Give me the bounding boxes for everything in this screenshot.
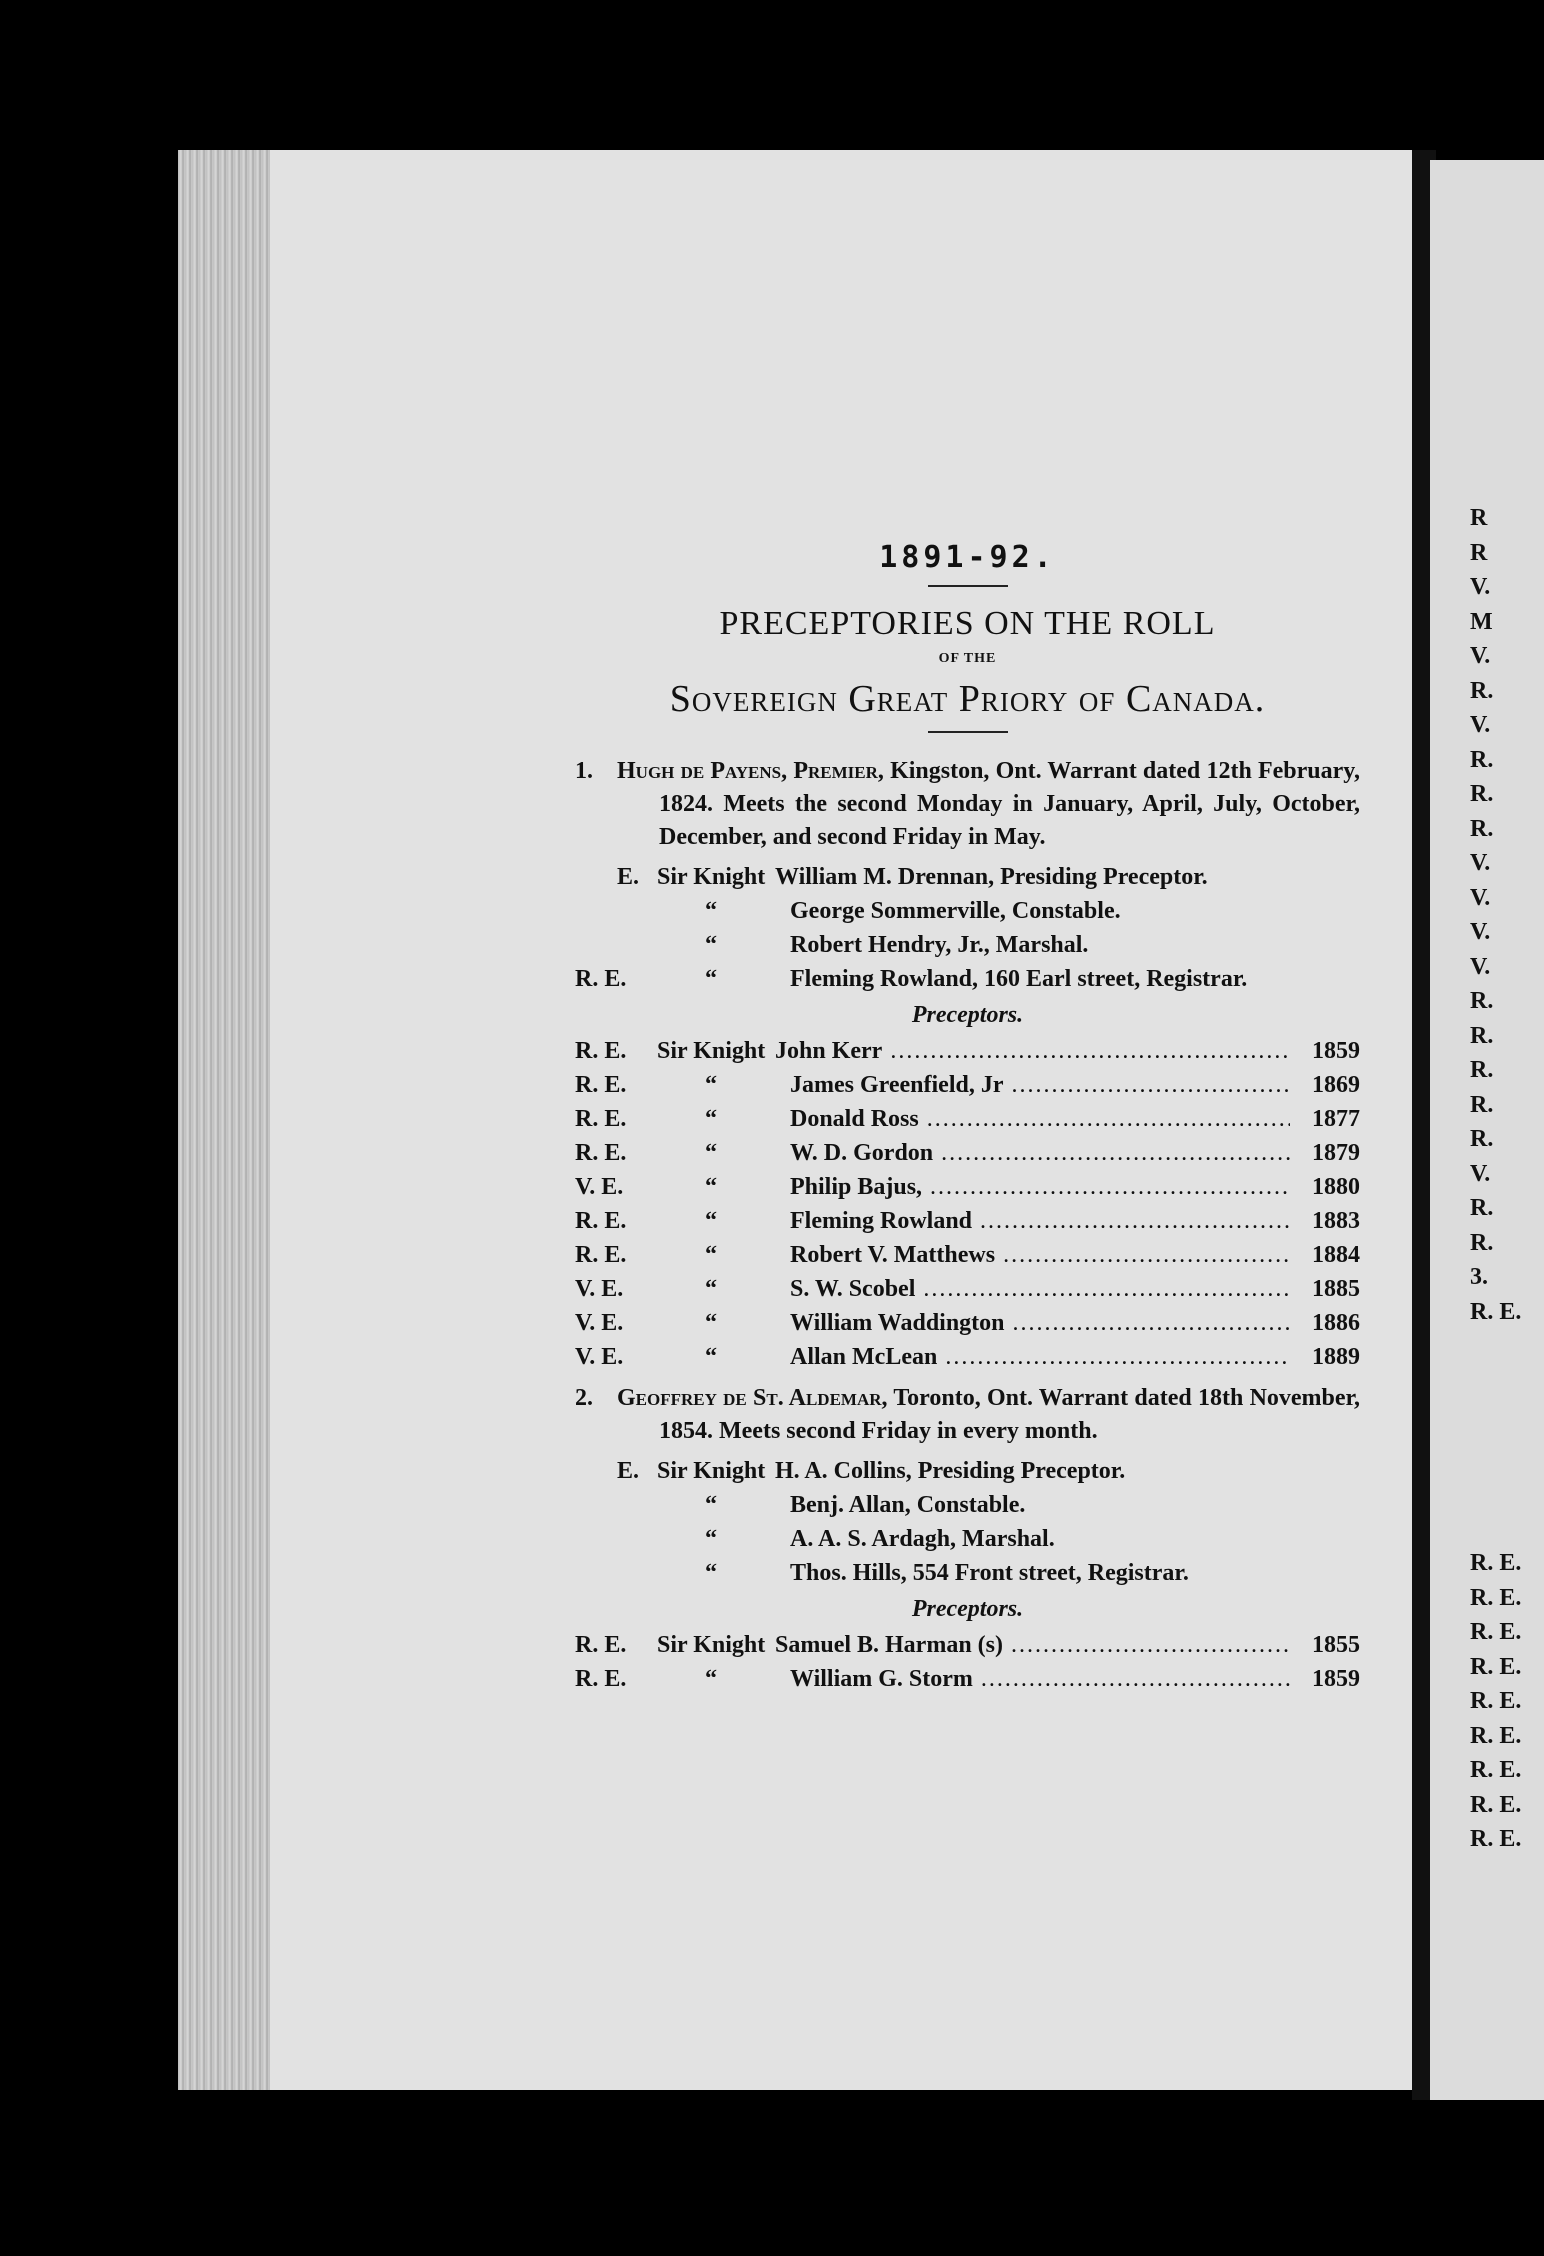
preceptor-rank: R. E. bbox=[575, 1038, 627, 1064]
ditto-mark: “ bbox=[705, 1310, 717, 1336]
officer-rank: E. bbox=[617, 864, 640, 890]
preceptor-row bbox=[575, 1034, 1360, 1068]
preceptor-year: 1879 bbox=[1312, 1140, 1360, 1166]
preceptor-rank: V. E. bbox=[575, 1310, 624, 1336]
officer-name: Fleming Rowland, 160 Earl street, Registrar. bbox=[790, 966, 1248, 992]
preceptor-row bbox=[575, 1306, 1360, 1340]
preceptory-entry-2 bbox=[575, 1382, 1360, 1448]
ditto-mark: “ bbox=[705, 1106, 717, 1132]
preceptor-name: S. W. Scobel ..... bbox=[790, 1272, 1290, 1306]
fragment-text: R. bbox=[1470, 746, 1494, 773]
fragment-text: R. E. bbox=[1470, 1826, 1522, 1852]
ditto-mark: “ bbox=[705, 932, 717, 958]
preceptor-name: Robert V. Matthews ..... bbox=[790, 1238, 1290, 1272]
preceptor-year: 1880 bbox=[1312, 1174, 1360, 1200]
preceptors-list bbox=[575, 1628, 1360, 1696]
page-content bbox=[575, 540, 1360, 1696]
preceptor-rank: R. E. bbox=[575, 1632, 627, 1658]
preceptor-year: 1884 bbox=[1312, 1242, 1360, 1268]
preceptor-row bbox=[575, 1340, 1360, 1374]
entry-number: 1. bbox=[575, 758, 593, 784]
preceptor-name: Allan McLean ..... bbox=[790, 1340, 1290, 1374]
preceptor-name: Fleming Rowland ..... bbox=[790, 1204, 1290, 1238]
preceptor-rank: R. E. bbox=[575, 1242, 627, 1268]
officer-row bbox=[575, 1556, 1360, 1590]
ditto-mark: “ bbox=[705, 1174, 717, 1200]
preceptor-name: Donald Ross ..... bbox=[790, 1102, 1290, 1136]
officer-name: Benj. Allan, Constable. bbox=[790, 1492, 1026, 1518]
preceptor-name: Samuel B. Harman (s) ..... bbox=[775, 1628, 1290, 1662]
ditto-mark: “ bbox=[705, 1072, 717, 1098]
preceptor-rank: R. E. bbox=[575, 1140, 627, 1166]
officer-title: Sir Knight bbox=[657, 864, 766, 890]
fragment-text: V. bbox=[1470, 574, 1491, 600]
preceptor-row bbox=[575, 1136, 1360, 1170]
fragment-text: R. E. bbox=[1470, 1619, 1522, 1645]
officer-row bbox=[575, 860, 1360, 894]
fragment-text: R bbox=[1470, 505, 1488, 531]
preceptor-year: 1889 bbox=[1312, 1344, 1360, 1370]
preceptor-row bbox=[575, 1238, 1360, 1272]
fragment-text: V. bbox=[1470, 643, 1491, 669]
entry-number: 2. bbox=[575, 1385, 593, 1411]
officer-rank: R. E. bbox=[575, 966, 627, 992]
preceptor-year: 1885 bbox=[1312, 1276, 1360, 1302]
preceptory-entry-1 bbox=[575, 755, 1360, 854]
ditto-mark: “ bbox=[705, 1276, 717, 1302]
fragment-text: R. bbox=[1470, 1057, 1494, 1083]
preceptor-name: Philip Bajus, ..... bbox=[790, 1170, 1290, 1204]
preceptor-rank: V. E. bbox=[575, 1276, 624, 1302]
officer-row bbox=[575, 1522, 1360, 1556]
preceptor-name: James Greenfield, Jr ..... bbox=[790, 1068, 1290, 1102]
divider bbox=[928, 585, 1008, 587]
fragment-text: R. E. bbox=[1470, 1653, 1522, 1680]
officer-name: Robert Hendry, Jr., Marshal. bbox=[790, 932, 1089, 958]
ditto-mark: “ bbox=[705, 966, 717, 992]
fragment-text: R. bbox=[1470, 1195, 1494, 1221]
fragment-text: R. bbox=[1470, 781, 1494, 807]
ditto-mark: “ bbox=[705, 1140, 717, 1166]
officer-name: H. A. Collins, Presiding Preceptor. bbox=[775, 1458, 1126, 1484]
preceptor-rank: R. E. bbox=[575, 1072, 627, 1098]
preceptor-year: 1877 bbox=[1312, 1106, 1360, 1132]
preceptor-rank: V. E. bbox=[575, 1344, 624, 1370]
preceptor-row bbox=[575, 1628, 1360, 1662]
fragment-text: R bbox=[1470, 539, 1488, 566]
ditto-mark: “ bbox=[705, 1242, 717, 1268]
preceptor-year: 1855 bbox=[1312, 1632, 1360, 1658]
fragment-text: R. E. bbox=[1470, 1298, 1522, 1325]
preceptory-name: Hugh de Payens, Premier, bbox=[617, 758, 884, 784]
preceptor-row bbox=[575, 1170, 1360, 1204]
officer-name: Thos. Hills, 554 Front street, Registrar. bbox=[790, 1560, 1189, 1586]
officer-name: William M. Drennan, Presiding Preceptor. bbox=[775, 864, 1208, 890]
preceptor-row bbox=[575, 1102, 1360, 1136]
preceptors-heading: Preceptors. bbox=[911, 1596, 1024, 1622]
preceptor-rank: R. E. bbox=[575, 1666, 627, 1692]
preceptor-row bbox=[575, 1068, 1360, 1102]
fragment-text: R. E. bbox=[1470, 1550, 1522, 1576]
fragment-text: 3. bbox=[1470, 1264, 1488, 1290]
officer-row bbox=[575, 1454, 1360, 1488]
officer-name: A. A. S. Ardagh, Marshal. bbox=[790, 1526, 1055, 1552]
preceptory-name: Geoffrey de St. Aldemar, bbox=[617, 1385, 888, 1411]
preceptor-row bbox=[575, 1204, 1360, 1238]
preceptor-name: William Waddington ..... bbox=[790, 1306, 1290, 1340]
page-title: PRECEPTORIES ON THE ROLL bbox=[719, 605, 1216, 642]
preceptor-year: 1883 bbox=[1312, 1208, 1360, 1234]
fragment-text: R. bbox=[1470, 1126, 1494, 1152]
fragment-text: R. E. bbox=[1470, 1791, 1522, 1818]
preceptor-name: William G. Storm ..... bbox=[790, 1662, 1290, 1696]
of-the-label: OF THE bbox=[938, 651, 997, 666]
ditto-mark: “ bbox=[705, 1492, 717, 1518]
preceptor-year: 1886 bbox=[1312, 1310, 1360, 1336]
officer-row bbox=[575, 928, 1360, 962]
fragment-text: R. bbox=[1470, 1091, 1494, 1118]
officer-row bbox=[575, 962, 1360, 996]
fragment-text: R. bbox=[1470, 815, 1494, 842]
entry-text: Kingston, Ont. Warrant dated 12th February, 1824. Meets the second Monday in January, April, July, October, December, and second Friday in May. bbox=[659, 758, 1360, 850]
preceptor-row bbox=[575, 1272, 1360, 1306]
ditto-mark: “ bbox=[705, 1526, 717, 1552]
fragment-text: R. bbox=[1470, 677, 1494, 704]
fragment-text: R. E. bbox=[1470, 1688, 1522, 1714]
ditto-mark: “ bbox=[705, 1344, 717, 1370]
fragment-text: V. bbox=[1470, 953, 1491, 980]
fragment-text: V. bbox=[1470, 919, 1491, 945]
divider bbox=[928, 731, 1008, 733]
fragment-text: V. bbox=[1470, 1160, 1491, 1187]
organization-name: Sovereign Great Priory of Canada. bbox=[669, 678, 1266, 720]
preceptors-heading: Preceptors. bbox=[911, 1002, 1024, 1028]
preceptor-title: Sir Knight bbox=[657, 1038, 766, 1064]
preceptor-rank: R. E. bbox=[575, 1208, 627, 1234]
preceptor-rank: V. E. bbox=[575, 1174, 624, 1200]
preceptor-year: 1859 bbox=[1312, 1038, 1360, 1064]
fragment-text: R. E. bbox=[1470, 1722, 1522, 1749]
page-edge bbox=[178, 150, 270, 2090]
officers-list bbox=[575, 1454, 1360, 1590]
fragment-text: V. bbox=[1470, 850, 1491, 876]
fragment-text: M bbox=[1470, 608, 1493, 635]
preceptors-list bbox=[575, 1034, 1360, 1374]
preceptor-row bbox=[575, 1662, 1360, 1696]
fragment-text: R. E. bbox=[1470, 1757, 1522, 1783]
ditto-mark: “ bbox=[705, 898, 717, 924]
year-heading: 1891-92. bbox=[879, 540, 1056, 575]
entry-text: Toronto, Ont. Warrant dated 18th November, 1854. Meets second Friday in every month. bbox=[659, 1385, 1360, 1444]
officer-name: George Sommerville, Constable. bbox=[790, 898, 1121, 924]
officer-row bbox=[575, 1488, 1360, 1522]
preceptor-name: John Kerr ..... bbox=[775, 1034, 1290, 1068]
fragment-text: R. bbox=[1470, 1229, 1494, 1256]
fragment-text: R. bbox=[1470, 988, 1494, 1014]
preceptor-title: Sir Knight bbox=[657, 1632, 766, 1658]
officer-title: Sir Knight bbox=[657, 1458, 766, 1484]
officers-list bbox=[575, 860, 1360, 996]
ditto-mark: “ bbox=[705, 1560, 717, 1586]
officer-rank: E. bbox=[617, 1458, 640, 1484]
officer-row bbox=[575, 894, 1360, 928]
fragment-text: V. bbox=[1470, 884, 1491, 911]
preceptor-name: W. D. Gordon ..... bbox=[790, 1136, 1290, 1170]
ditto-mark: “ bbox=[705, 1208, 717, 1234]
fragment-text: V. bbox=[1470, 712, 1491, 738]
ditto-mark: “ bbox=[705, 1666, 717, 1692]
fragment-text: R. bbox=[1470, 1022, 1494, 1049]
preceptor-year: 1859 bbox=[1312, 1666, 1360, 1692]
preceptor-year: 1869 bbox=[1312, 1072, 1360, 1098]
preceptor-rank: R. E. bbox=[575, 1106, 627, 1132]
fragment-text: R. E. bbox=[1470, 1584, 1522, 1611]
